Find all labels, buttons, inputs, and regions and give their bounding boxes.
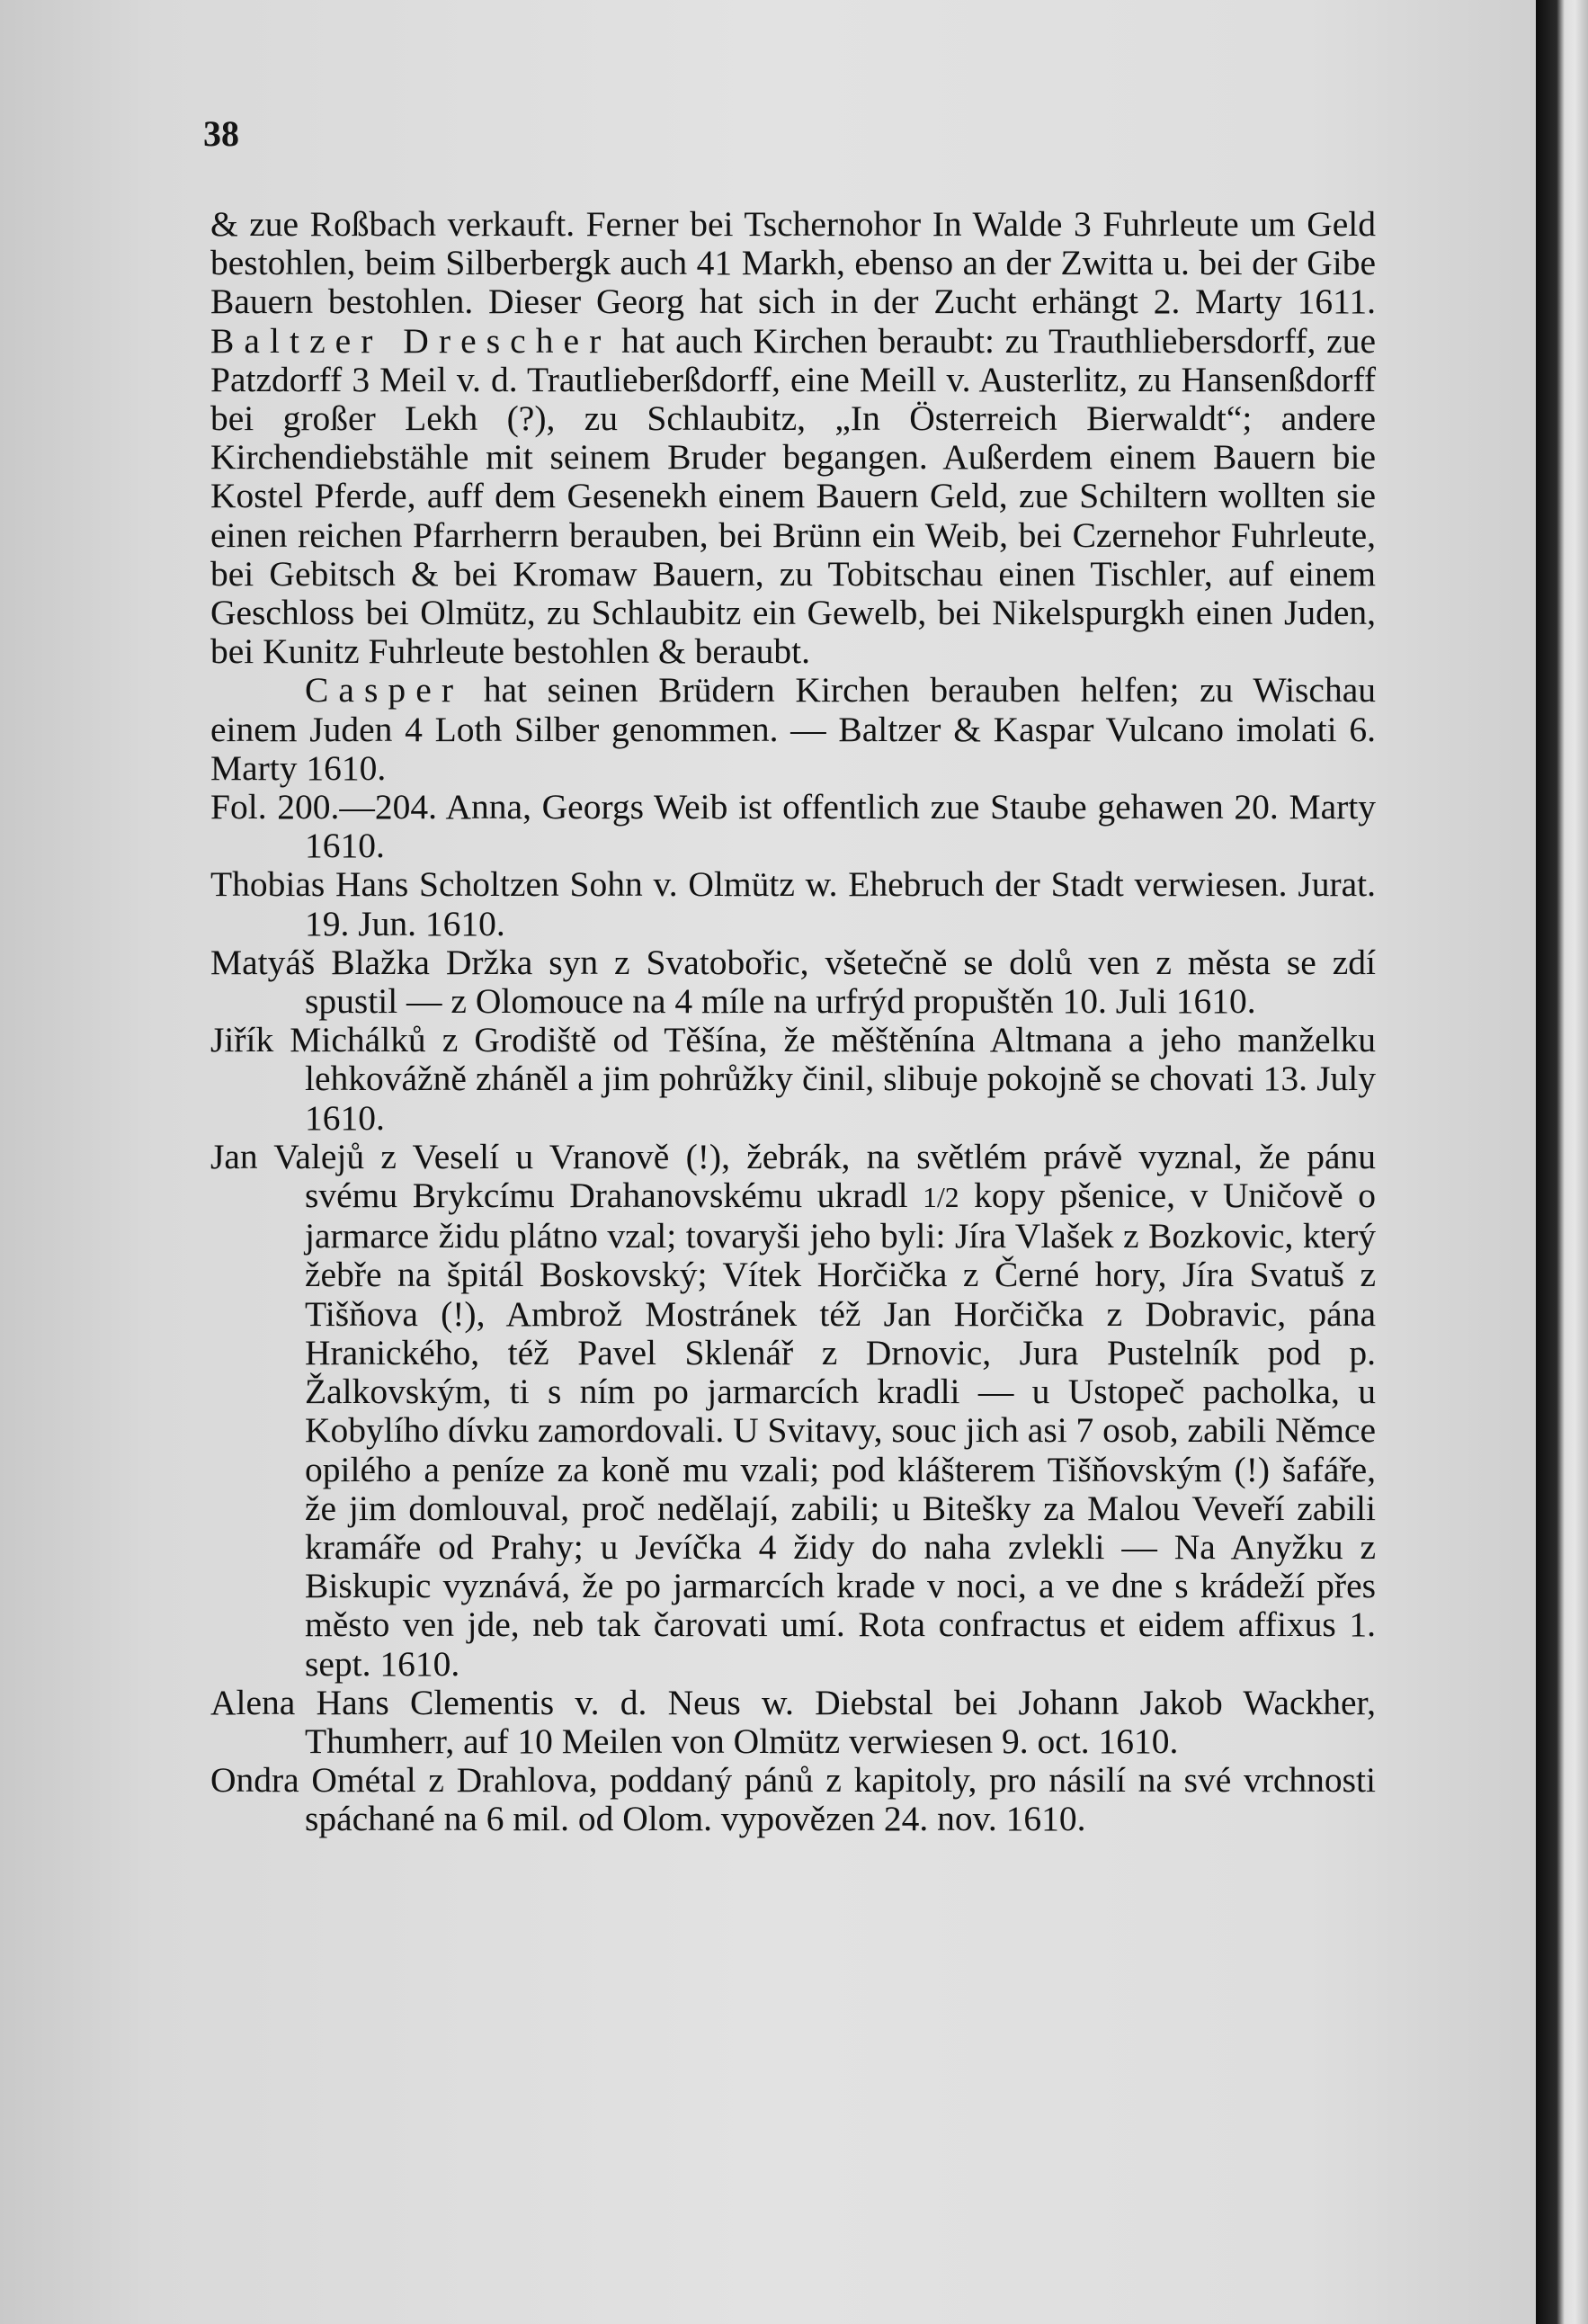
- spaced-name-baltzer-drescher: Baltzer Drescher: [210, 320, 611, 361]
- entry-anna: Fol. 200.—204. Anna, Georgs Weib ist offentlich zue Staube gehawen 20. Marty 1610.: [210, 787, 1376, 866]
- entry-matyas: Matyáš Blažka Držka syn z Svatobořic, všetečně se dolů ven z města se zdí spustil — z Olomouce na 4 míle na urfrýd propuštěn 10. Juli 1610.: [210, 942, 1376, 1022]
- paragraph-casper: Casper hat seinen Brüdern Kirchen berauben helfen; zu Wischau einem Juden 4 Loth Silber genommen. — Baltzer & Kaspar Vulcano imolati 6. Marty 1610.: [210, 670, 1376, 788]
- entry-alena: Alena Hans Clementis v. d. Neus w. Diebstal bei Johann Jakob Wackher, Thumherr, auf 10 Meilen von Olmütz verwiesen 9. oct. 1610.: [210, 1682, 1376, 1761]
- fraction-half: 1/2: [923, 1182, 959, 1214]
- spaced-name-casper: Casper: [305, 670, 464, 711]
- page-edge-shadow: [1536, 0, 1588, 2324]
- entry-jan-valeju: Jan Valejů z Veselí u Vranově (!), žebrák, na světlém právě vyznal, že pánu svému Brykcímu Drahanovskému ukradl 1/2 kopy pšenice, v Uničově o jarmarce židu plátno vzal; tovaryši jeho byli: Jíra Vlašek z Bozkovic, který žebře na špitál Boskovský; Vítek Horčička z Černé hory, Jíra Svatuš z Tišňova (!), Ambrož Mostránek též Jan Horčička z Dobravic, pána Hranického, též Pavel Sklenář z Drnovic, Jura Pustelník pod p. Žalkovským, ti s ním po jarmarcích kradli — u Ustopeč pacholka, u Kobylího dívku zamordovali. U Svitavy, souc jich asi 7 osob, zabili Němce opilého a peníze za koně mu vzali; pod klášterem Tišňovským (!) šafáře, že jim domlouval, proč nedělají, zabili; u Bitešky za Malou Veveří zabili kramáře od Prahy; u Jevíčka 4 židy do naha zvlekli — Na Anyžku z Biskupic vyznává, že po jarmarcích krade v noci, a ve dne s krádeží přes město ven jde, neb tak čarovati umí. Rota confractus et eidem affixus 1. sept. 1610.: [210, 1136, 1376, 1684]
- page-body-text: [210, 205, 1376, 1839]
- page-number: 38: [203, 113, 239, 154]
- entry-thobias: Thobias Hans Scholtzen Sohn v. Olmütz w. Ehebruch der Stadt verwiesen. Jurat. 19. Jun. 1610.: [210, 864, 1376, 943]
- entry-jirik: Jiřík Michálků z Grodiště od Těšína, že měštěnína Altmana a jeho manželku lehkovážně zháněl a jim pohrůžky činil, slibuje pokojně se chovati 13. July 1610.: [210, 1020, 1376, 1138]
- entry-ondra: Ondra Ométal z Drahlova, poddaný pánů z kapitoly, pro násilí na své vrchnosti spáchané na 6 mil. od Olom. vypovězen 24. nov. 1610.: [210, 1760, 1376, 1839]
- paragraph-continued-entry: & zue Roßbach verkauft. Ferner bei Tschernohor In Walde 3 Fuhrleute um Geld bestohlen, beim Silberbergk auch 41 Markh, ebenso an der Zwitta u. bei der Gibe Bauern bestohlen. Dieser Georg hat sich in der Zucht erhängt 2. Marty 1611. Baltzer Drescher hat auch Kirchen beraubt: zu Trauthliebersdorff, zue Patzdorff 3 Meil v. d. Trautlieberßdorff, eine Meill v. Austerlitz, zu Hansenßdorff bei großer Lekh (?), zu Schlaubitz, „In Österreich Bierwaldt“; andere Kirchendiebstähle mit seinem Bruder begangen. Außerdem einem Bauern bie Kostel Pferde, auff dem Gesenekh einem Bauern Geld, zue Schiltern wollten sie einen reichen Pfarrherrn berauben, bei Brünn ein Weib, bei Czernehor Fuhrleute, bei Gebitsch & bei Kromaw Bauern, zu Tobitschau einen Tischler, auf einem Geschloss bei Olmütz, zu Schlaubitz ein Gewelb, bei Nikelspurgkh einen Juden, bei Kunitz Fuhrleute bestohlen & beraubt.: [210, 204, 1376, 672]
